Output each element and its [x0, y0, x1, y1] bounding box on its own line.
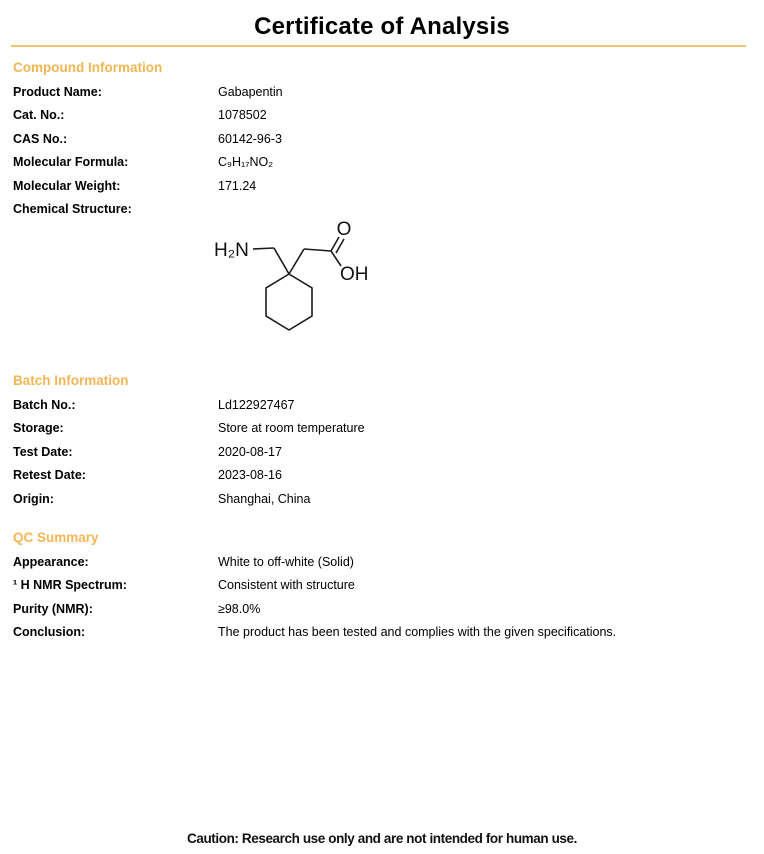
- caution-note: Caution: Research use only and are not intended for human use.: [186, 831, 577, 846]
- field-value: 60142-96-3: [218, 131, 282, 146]
- chemical-structure-drawing: [210, 212, 380, 342]
- row-purity: [13, 600, 751, 623]
- bond-ch2-c1: [274, 248, 289, 274]
- field-value: 2023-08-16: [218, 468, 282, 483]
- section-heading-qc: QC Summary: [13, 530, 99, 545]
- section-batch-information: [13, 373, 751, 513]
- field-value: ≥98.0%: [218, 601, 261, 616]
- bond-ch2-cooh: [304, 249, 331, 251]
- field-value: 2020-08-17: [218, 444, 282, 459]
- row-batch-no: [13, 396, 751, 419]
- field-label: Appearance:: [13, 555, 89, 569]
- row-origin: [13, 490, 751, 513]
- field-label: CAS No.:: [13, 131, 68, 146]
- field-label: Cat. No.:: [13, 108, 65, 123]
- field-value: Consistent with structure: [218, 578, 355, 593]
- field-value: C₉H₁₇NO₂: [218, 155, 274, 170]
- gabapentin-structure-svg: [210, 212, 380, 342]
- field-value: Shanghai, China: [218, 491, 311, 506]
- field-label: Retest Date:: [13, 468, 86, 483]
- field-label: Purity (NMR):: [13, 601, 93, 616]
- field-label: Origin:: [13, 491, 54, 506]
- field-value: Gabapentin: [218, 85, 283, 99]
- row-appearance: [13, 553, 751, 576]
- field-value: White to off-white (Solid): [218, 555, 354, 569]
- hydroxyl-label: OH: [340, 264, 369, 285]
- field-label: Test Date:: [13, 444, 73, 459]
- field-label: Storage:: [13, 421, 64, 436]
- row-nmr-spectrum: [13, 576, 751, 599]
- title-divider: [11, 45, 746, 47]
- carbonyl-oxygen-label: O: [336, 219, 352, 240]
- field-label: Chemical Structure:: [13, 201, 132, 216]
- row-storage: [13, 419, 751, 442]
- row-chemical-structure: [13, 200, 751, 223]
- amine-label: H₂N: [214, 240, 249, 261]
- field-value: 171.24: [218, 178, 257, 193]
- field-label: Conclusion:: [13, 625, 86, 640]
- page-title: Certificate of Analysis: [254, 13, 510, 40]
- bond-c1-ch2: [289, 249, 304, 274]
- row-molecular-weight: [13, 177, 751, 200]
- field-label: Product Name:: [13, 85, 102, 99]
- row-retest-date: [13, 466, 751, 489]
- section-heading-batch: Batch Information: [13, 373, 129, 388]
- row-cat-no: [13, 106, 751, 129]
- section-qc-summary: [13, 530, 751, 647]
- field-value: Ld122927467: [218, 398, 295, 412]
- field-value: Store at room temperature: [218, 421, 365, 436]
- bond-n-ch2: [253, 248, 274, 249]
- row-product-name: [13, 83, 751, 106]
- field-label: Molecular Formula:: [13, 155, 129, 170]
- row-conclusion: [13, 623, 751, 646]
- field-label: Batch No.:: [13, 398, 76, 412]
- field-label: ¹ H NMR Spectrum:: [13, 578, 127, 593]
- field-value: The product has been tested and complies with the given specifications.: [218, 625, 617, 640]
- cyclohexane-ring: [266, 274, 312, 330]
- row-cas-no: [13, 130, 751, 153]
- section-heading-compound: Compound Information: [13, 60, 163, 75]
- row-molecular-formula: [13, 153, 751, 176]
- row-test-date: [13, 443, 751, 466]
- field-value: 1078502: [218, 108, 267, 123]
- field-label: Molecular Weight:: [13, 178, 121, 193]
- section-compound-information: [13, 60, 751, 223]
